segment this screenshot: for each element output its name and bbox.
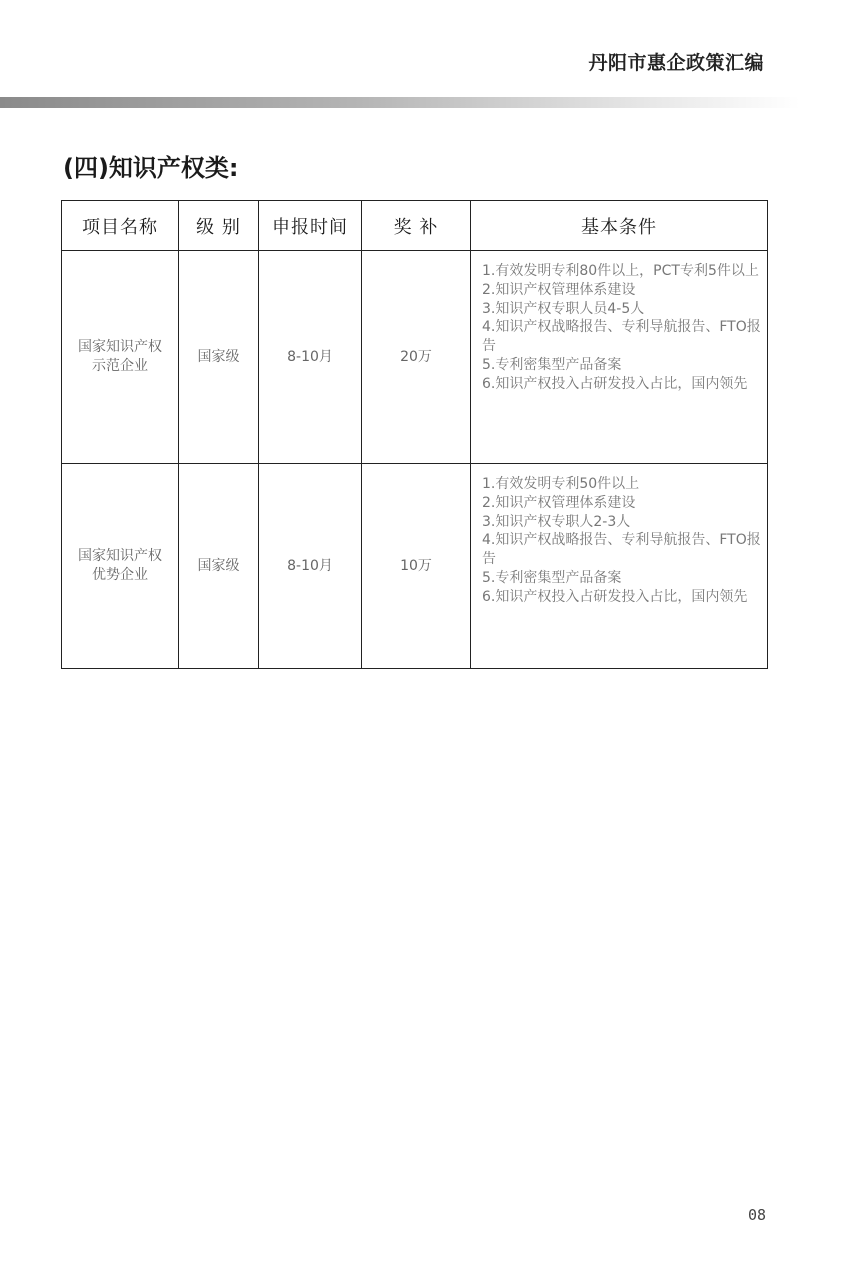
condition-item: 6.知识产权投入占研发投入占比，国内领先 xyxy=(482,588,748,605)
column-header-level: 级 别 xyxy=(179,201,259,251)
cell-project-name: 国家知识产权示范企业 xyxy=(62,251,179,464)
header-divider-bar xyxy=(0,97,800,108)
cell-reward: 20万 xyxy=(362,251,471,464)
cell-time: 8-10月 xyxy=(259,464,362,669)
cell-project-name: 国家知识产权优势企业 xyxy=(62,464,179,669)
document-header-title: 丹阳市惠企政策汇编 xyxy=(588,52,764,74)
table-row xyxy=(62,251,768,464)
cell-conditions xyxy=(471,251,768,464)
table-row xyxy=(62,464,768,669)
condition-item: 1.有效发明专利50件以上 xyxy=(482,476,640,492)
table-header-row xyxy=(62,201,768,251)
condition-item: 1.有效发明专利80件以上，PCT专利5件以上 xyxy=(482,263,759,279)
column-header-name: 项目名称 xyxy=(62,201,179,251)
condition-item: 5.专利密集型产品备案 xyxy=(482,356,622,373)
condition-item: 6.知识产权投入占研发投入占比，国内领先 xyxy=(482,375,748,392)
condition-item: 2.知识产权管理体系建设 xyxy=(482,494,636,511)
cell-conditions xyxy=(471,464,768,669)
condition-item: 3.知识产权专职人员4-5人 xyxy=(482,300,645,317)
cell-level: 国家级 xyxy=(179,464,259,669)
condition-item: 5.专利密集型产品备案 xyxy=(482,569,622,586)
section-title: (四)知识产权类: xyxy=(63,154,239,182)
condition-item: 2.知识产权管理体系建设 xyxy=(482,281,636,298)
cell-reward: 10万 xyxy=(362,464,471,669)
cell-time: 8-10月 xyxy=(259,251,362,464)
condition-item: 4.知识产权战略报告、专利导航报告、FTO报告 xyxy=(482,532,761,568)
page-number: 08 xyxy=(747,1206,766,1224)
column-header-conditions: 基本条件 xyxy=(471,201,768,251)
column-header-time: 申报时间 xyxy=(259,201,362,251)
policy-table xyxy=(61,200,768,669)
cell-level: 国家级 xyxy=(179,251,259,464)
condition-item: 4.知识产权战略报告、专利导航报告、FTO报告 xyxy=(482,319,761,355)
condition-item: 3.知识产权专职人2-3人 xyxy=(482,513,631,530)
column-header-reward: 奖 补 xyxy=(362,201,471,251)
